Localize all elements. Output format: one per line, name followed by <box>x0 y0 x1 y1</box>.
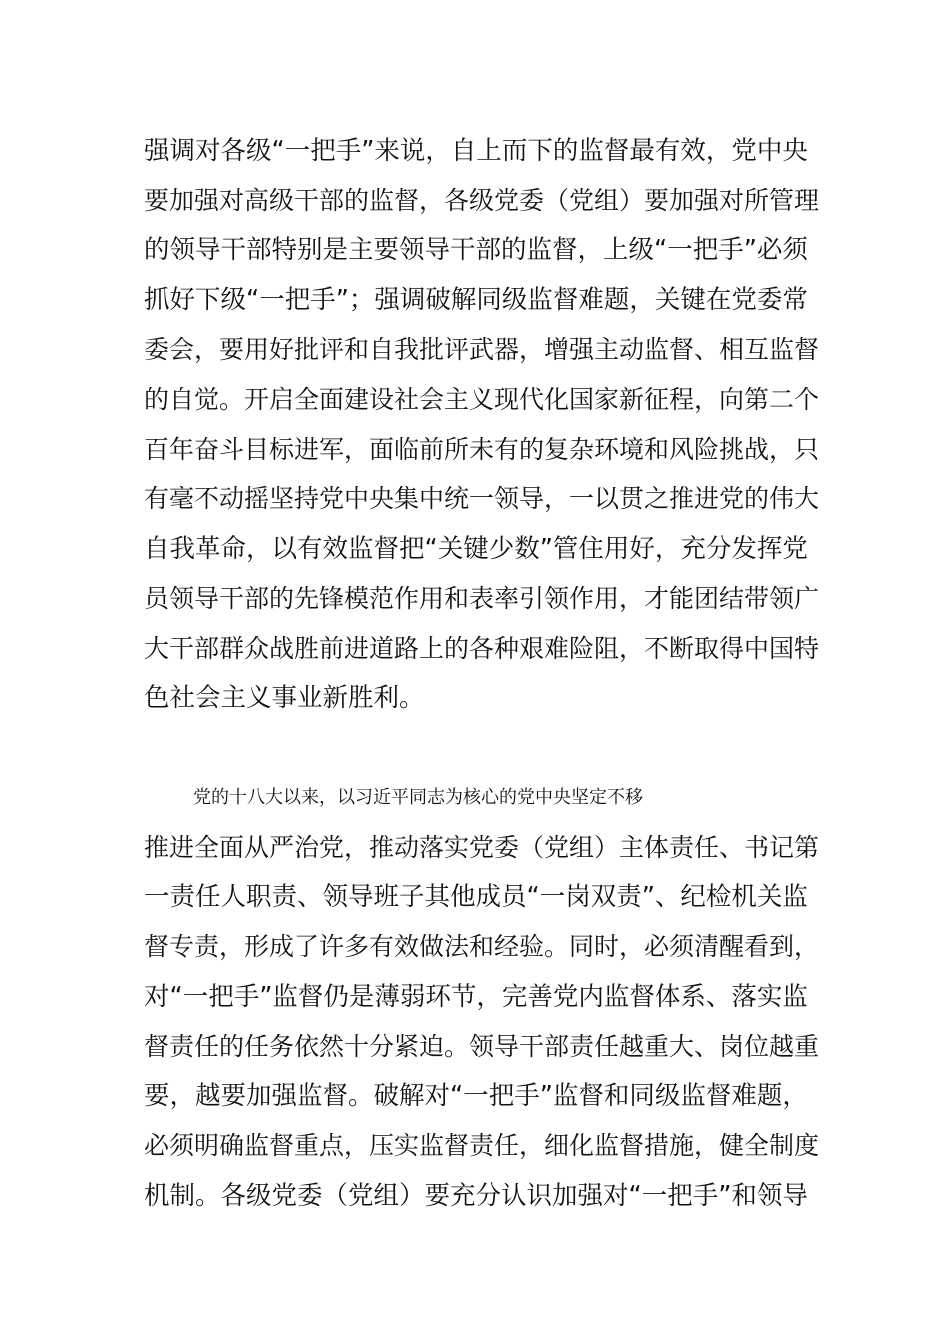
text-line: 要，越要加强监督。破解对“一把手”监督和同级监督难题， <box>144 1081 808 1111</box>
text-line: 党的十八大以来，以习近平同志为核心的党中央坚定不移 <box>193 787 643 808</box>
text-line: 有毫不动摇坚持党中央集中统一领导，一以贯之推进党的伟大 <box>144 484 820 513</box>
text-line: 的领导干部特别是主要领导干部的监督，上级“一把手”必须 <box>144 235 808 265</box>
text-line: 色社会主义事业新胜利。 <box>144 683 425 713</box>
text-line: 督责任的任务依然十分紧迫。领导干部责任越重大、岗位越重 <box>144 1032 820 1061</box>
text-line: 必须明确监督重点，压实监督责任，细化监督措施，健全制度 <box>144 1131 820 1160</box>
text-line: 委会，要用好批评和自我批评武器，增强主动监督、相互监督 <box>144 335 820 364</box>
text-line: 的自觉。开启全面建设社会主义现代化国家新征程，向第二个 <box>144 385 820 414</box>
text-line: 员领导干部的先锋模范作用和表率引领作用，才能团结带领广 <box>144 584 820 613</box>
text-line: 机制。各级党委（党组）要充分认识加强对“一把手”和领导 <box>144 1181 808 1211</box>
text-line: 百年奋斗目标进军，面临前所未有的复杂环境和风险挑战，只 <box>144 435 820 464</box>
text-line: 强调对各级“一把手”来说，自上而下的监督最有效，党中央 <box>144 136 808 166</box>
text-line: 抓好下级“一把手”；强调破解同级监督难题，关键在党委常 <box>144 285 808 315</box>
text-line: 自我革命，以有效监督把“关键少数”管住用好，充分发挥党 <box>144 534 808 564</box>
text-line: 督专责，形成了许多有效做法和经验。同时，必须清醒看到， <box>144 932 820 961</box>
text-line: 大干部群众战胜前进道路上的各种艰难险阻，不断取得中国特 <box>144 634 820 663</box>
text-line: 一责任人职责、领导班子其他成员“一岗双责”、纪检机关监 <box>144 882 808 912</box>
text-line: 推进全面从严治党，推动落实党委（党组）主体责任、书记第 <box>144 833 820 862</box>
text-line: 要加强对高级干部的监督，各级党委（党组）要加强对所管理 <box>144 186 820 215</box>
text-line: 对“一把手”监督仍是薄弱环节，完善党内监督体系、落实监 <box>144 982 808 1012</box>
